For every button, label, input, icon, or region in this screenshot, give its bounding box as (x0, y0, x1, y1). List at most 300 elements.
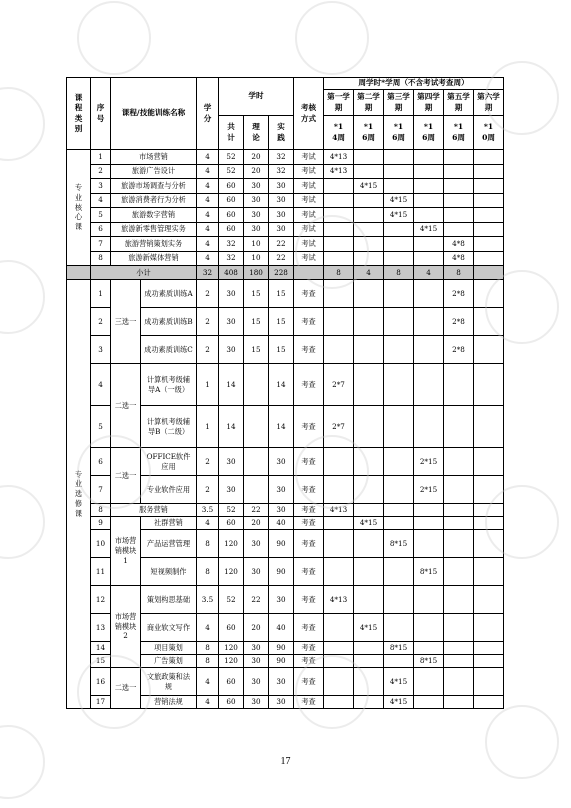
term-hours (414, 164, 444, 179)
exam-method: 考查 (294, 558, 324, 586)
course-name: 旅游数字营销 (111, 208, 197, 223)
row-number: 3 (91, 179, 111, 194)
term-hours (414, 530, 444, 558)
term-hours (324, 208, 354, 223)
hours-total: 120 (219, 655, 244, 668)
term-hours (384, 448, 414, 476)
hours-theory: 30 (244, 696, 269, 709)
row-number: 4 (91, 364, 111, 406)
term-hours (324, 179, 354, 194)
hours-total: 30 (219, 476, 244, 504)
term-hours (324, 280, 354, 308)
credit-value: 8 (197, 642, 219, 655)
term-hours (354, 558, 384, 586)
exam-method: 考查 (294, 696, 324, 709)
course-name: 旅游新零售管理实务 (111, 222, 197, 237)
course-name: 策划构思基础 (141, 586, 197, 614)
course-name: 服务营销 (111, 504, 197, 517)
term-hours (474, 179, 504, 194)
term-hours: 2*8 (444, 308, 474, 336)
term-hours: 4*8 (444, 251, 474, 266)
credit-value: 2 (197, 476, 219, 504)
term-hours (414, 668, 444, 696)
col-header-term: 第四学期 (414, 90, 444, 116)
hours-total: 30 (219, 280, 244, 308)
exam-method: 考查 (294, 280, 324, 308)
credit-value: 2 (197, 448, 219, 476)
term-hours: 4*15 (354, 614, 384, 642)
col-header-term: 第一学期 (324, 90, 354, 116)
hours-practice: 90 (269, 655, 294, 668)
hours-total: 60 (219, 179, 244, 194)
hours-theory: 20 (244, 614, 269, 642)
hours-practice: 30 (269, 222, 294, 237)
hours-theory: 22 (244, 504, 269, 517)
credit-value: 4 (197, 251, 219, 266)
hours-total: 60 (219, 222, 244, 237)
term-hours (384, 504, 414, 517)
row-number: 15 (91, 655, 111, 668)
col-header-credit: 学分 (197, 78, 219, 150)
course-name: 计算机考级辅导B（二级） (141, 406, 197, 448)
term-hours (384, 336, 414, 364)
term-hours (414, 193, 444, 208)
table-row (67, 586, 504, 614)
term-hours (414, 150, 444, 165)
hours-theory: 15 (244, 280, 269, 308)
col-header-weeks: *16周 (444, 116, 474, 150)
term-hours (354, 406, 384, 448)
hours-total: 120 (219, 558, 244, 586)
subtotal-label: 小计 (91, 266, 197, 280)
term-hours (444, 642, 474, 655)
term-hours (474, 193, 504, 208)
hours-total: 60 (219, 193, 244, 208)
term-hours: 4*15 (384, 208, 414, 223)
term-hours (324, 614, 354, 642)
term-hours (474, 222, 504, 237)
term-hours (354, 150, 384, 165)
subtotal-theory: 180 (244, 266, 269, 280)
col-header-hours: 学时 (219, 78, 294, 116)
exam-method: 考查 (294, 530, 324, 558)
hours-practice: 32 (269, 164, 294, 179)
hours-theory: 30 (244, 193, 269, 208)
hours-practice: 30 (269, 193, 294, 208)
hours-total: 60 (219, 208, 244, 223)
watermark-seal (0, 260, 45, 334)
term-hours (444, 504, 474, 517)
hours-practice: 15 (269, 308, 294, 336)
table-row (67, 164, 504, 179)
course-name: 社群营销 (141, 517, 197, 530)
table-cell (67, 266, 91, 280)
col-header-seq: 序号 (91, 78, 111, 150)
hours-practice: 90 (269, 558, 294, 586)
row-number: 6 (91, 222, 111, 237)
watermark-seal (0, 485, 45, 559)
watermark-seal (295, 1, 369, 75)
row-number: 10 (91, 530, 111, 558)
term-hours (384, 586, 414, 614)
table-row (67, 150, 504, 165)
term-hours (444, 586, 474, 614)
credit-value: 8 (197, 655, 219, 668)
subtotal-term: 4 (414, 266, 444, 280)
row-number: 1 (91, 150, 111, 165)
term-hours (414, 696, 444, 709)
table-row (67, 448, 504, 476)
term-hours (324, 193, 354, 208)
term-hours (444, 655, 474, 668)
hours-theory: 20 (244, 150, 269, 165)
row-number: 9 (91, 517, 111, 530)
hours-practice: 32 (269, 150, 294, 165)
hours-practice: 30 (269, 448, 294, 476)
credit-value: 4 (197, 164, 219, 179)
page-number: 17 (280, 756, 291, 767)
table-row (67, 504, 504, 517)
category-elective: 专业选修课 (67, 280, 91, 709)
exam-method: 考查 (294, 655, 324, 668)
term-hours (414, 614, 444, 642)
hours-theory: 30 (244, 179, 269, 194)
term-hours (474, 558, 504, 586)
term-hours: 2*8 (444, 280, 474, 308)
exam-method: 考查 (294, 364, 324, 406)
hours-theory: 10 (244, 237, 269, 252)
exam-method: 考查 (294, 336, 324, 364)
credit-value: 2 (197, 336, 219, 364)
exam-method: 考试 (294, 222, 324, 237)
term-hours: 2*15 (414, 476, 444, 504)
credit-value: 4 (197, 614, 219, 642)
term-hours (324, 336, 354, 364)
term-hours (474, 476, 504, 504)
term-hours (414, 179, 444, 194)
exam-method: 考试 (294, 251, 324, 266)
exam-method: 考查 (294, 406, 324, 448)
course-name: 旅游营销策划实务 (111, 237, 197, 252)
row-number: 17 (91, 696, 111, 709)
term-hours (354, 696, 384, 709)
row-number: 6 (91, 448, 111, 476)
term-hours: 2*15 (414, 448, 444, 476)
term-hours (324, 655, 354, 668)
credit-value: 2 (197, 308, 219, 336)
elective-group: 二选一 (111, 448, 141, 504)
exam-method: 考查 (294, 476, 324, 504)
hours-theory: 30 (244, 668, 269, 696)
term-hours (444, 530, 474, 558)
term-hours (474, 308, 504, 336)
course-name: 成功素质训练C (141, 336, 197, 364)
hours-total: 60 (219, 614, 244, 642)
hours-theory: 15 (244, 336, 269, 364)
hours-theory: 30 (244, 222, 269, 237)
term-hours (384, 251, 414, 266)
term-hours (384, 517, 414, 530)
row-number: 13 (91, 614, 111, 642)
row-number: 7 (91, 237, 111, 252)
exam-method: 考查 (294, 517, 324, 530)
term-hours (474, 448, 504, 476)
term-hours (474, 251, 504, 266)
credit-value: 1 (197, 406, 219, 448)
exam-method: 考试 (294, 193, 324, 208)
term-hours (474, 668, 504, 696)
hours-total: 60 (219, 517, 244, 530)
term-hours (324, 558, 354, 586)
subtotal-term: 8 (324, 266, 354, 280)
hours-practice: 90 (269, 642, 294, 655)
row-number: 16 (91, 668, 111, 696)
term-hours (474, 530, 504, 558)
term-hours (444, 406, 474, 448)
course-name: 计算机考级辅导A（一级） (141, 364, 197, 406)
hours-practice: 90 (269, 530, 294, 558)
course-name: 专业软件应用 (141, 476, 197, 504)
course-name: 商业软文写作 (141, 614, 197, 642)
hours-practice: 30 (269, 586, 294, 614)
term-hours (384, 364, 414, 406)
term-hours (384, 614, 414, 642)
elective-group: 二选一 (111, 364, 141, 448)
hours-theory: 30 (244, 208, 269, 223)
category-core: 专业核心课 (67, 150, 91, 266)
hours-theory: 20 (244, 517, 269, 530)
term-hours (384, 558, 414, 586)
hours-total: 14 (219, 364, 244, 406)
row-number: 7 (91, 476, 111, 504)
term-hours (474, 586, 504, 614)
term-hours: 2*8 (444, 336, 474, 364)
exam-method: 考查 (294, 642, 324, 655)
term-hours (354, 642, 384, 655)
credit-value: 4 (197, 696, 219, 709)
hours-total: 32 (219, 237, 244, 252)
term-hours (444, 558, 474, 586)
term-hours (324, 251, 354, 266)
col-header-weeks: *16周 (414, 116, 444, 150)
watermark-seal (77, 1, 151, 75)
subtotal-credit: 32 (197, 266, 219, 280)
hours-theory: 22 (244, 586, 269, 614)
subtotal-term: 4 (354, 266, 384, 280)
exam-method: 考试 (294, 208, 324, 223)
hours-total: 60 (219, 668, 244, 696)
term-hours (384, 476, 414, 504)
hours-theory: 15 (244, 308, 269, 336)
term-hours (444, 668, 474, 696)
exam-method: 考试 (294, 179, 324, 194)
term-hours (354, 308, 384, 336)
term-hours (444, 614, 474, 642)
term-hours (354, 208, 384, 223)
hours-total: 30 (219, 448, 244, 476)
term-hours (444, 193, 474, 208)
elective-group: 市场营销模块2 (111, 586, 141, 668)
hours-theory: 30 (244, 558, 269, 586)
elective-group: 市场营销模块1 (111, 517, 141, 586)
subtotal-practice: 228 (269, 266, 294, 280)
credit-value: 8 (197, 558, 219, 586)
col-header-weeks: *14周 (324, 116, 354, 150)
hours-total: 52 (219, 504, 244, 517)
hours-theory: 30 (244, 655, 269, 668)
term-hours (444, 517, 474, 530)
hours-total: 30 (219, 308, 244, 336)
exam-method: 考试 (294, 237, 324, 252)
term-hours: 8*15 (384, 642, 414, 655)
exam-method: 考查 (294, 586, 324, 614)
term-hours: 4*15 (414, 222, 444, 237)
hours-practice: 30 (269, 179, 294, 194)
elective-group: 二选一 (111, 668, 141, 709)
exam-method: 考查 (294, 504, 324, 517)
term-hours: 4*8 (444, 237, 474, 252)
term-hours (324, 237, 354, 252)
course-name: 广告策划 (141, 655, 197, 668)
course-name: OFFICE软件应用 (141, 448, 197, 476)
credit-value: 1 (197, 364, 219, 406)
col-header-exam: 考核方式 (294, 78, 324, 150)
row-number: 12 (91, 586, 111, 614)
course-name: 旅游市场调查与分析 (111, 179, 197, 194)
term-hours: 2*7 (324, 406, 354, 448)
credit-value: 3.5 (197, 504, 219, 517)
hours-practice: 22 (269, 237, 294, 252)
col-header-theory: 理论 (244, 116, 269, 150)
col-header-term: 第三学期 (384, 90, 414, 116)
subtotal-term (474, 266, 504, 280)
term-hours: 4*13 (324, 164, 354, 179)
hours-practice: 22 (269, 251, 294, 266)
hours-practice: 40 (269, 614, 294, 642)
exam-method: 考查 (294, 448, 324, 476)
col-header-weeks: *16周 (354, 116, 384, 150)
term-hours (384, 308, 414, 336)
hours-practice: 15 (269, 336, 294, 364)
row-number: 14 (91, 642, 111, 655)
col-header-weeks: *16周 (384, 116, 414, 150)
term-hours (354, 193, 384, 208)
term-hours (414, 336, 444, 364)
credit-value: 4 (197, 222, 219, 237)
term-hours (354, 280, 384, 308)
hours-practice: 15 (269, 280, 294, 308)
exam-method: 考查 (294, 614, 324, 642)
row-number: 8 (91, 251, 111, 266)
course-name: 旅游新媒体营销 (111, 251, 197, 266)
col-header-term: 第五学期 (444, 90, 474, 116)
term-hours (474, 655, 504, 668)
term-hours: 8*15 (414, 655, 444, 668)
credit-value: 8 (197, 530, 219, 558)
credit-value: 4 (197, 668, 219, 696)
table-row (67, 668, 504, 696)
row-number: 11 (91, 558, 111, 586)
exam-method: 考查 (294, 308, 324, 336)
course-name: 文旅政策和法规 (141, 668, 197, 696)
row-number: 5 (91, 208, 111, 223)
table-row (67, 193, 504, 208)
credit-value: 4 (197, 150, 219, 165)
hours-theory: 30 (244, 642, 269, 655)
term-hours (324, 308, 354, 336)
term-hours (414, 504, 444, 517)
credit-value: 4 (197, 237, 219, 252)
row-number: 5 (91, 406, 111, 448)
term-hours (354, 222, 384, 237)
hours-total: 14 (219, 406, 244, 448)
term-hours: 4*15 (384, 696, 414, 709)
table-row (67, 364, 504, 406)
hours-theory: 10 (244, 251, 269, 266)
credit-value: 4 (197, 517, 219, 530)
term-hours (324, 668, 354, 696)
col-header-category: 课程类别 (67, 78, 91, 150)
course-name: 产品运营管理 (141, 530, 197, 558)
hours-theory: 20 (244, 164, 269, 179)
table-row (67, 266, 504, 280)
hours-practice: 14 (269, 364, 294, 406)
row-number: 4 (91, 193, 111, 208)
credit-value: 4 (197, 193, 219, 208)
credit-value: 4 (197, 208, 219, 223)
term-hours (474, 364, 504, 406)
term-hours (354, 530, 384, 558)
term-hours (354, 668, 384, 696)
term-hours (414, 251, 444, 266)
hours-practice: 40 (269, 517, 294, 530)
row-number: 1 (91, 280, 111, 308)
table-row (67, 280, 504, 308)
subtotal-term: 8 (444, 266, 474, 280)
term-hours (444, 364, 474, 406)
term-hours (324, 476, 354, 504)
term-hours (414, 364, 444, 406)
hours-theory (244, 476, 269, 504)
term-hours (444, 696, 474, 709)
term-hours (474, 504, 504, 517)
term-hours (444, 164, 474, 179)
hours-practice: 30 (269, 504, 294, 517)
watermark-seal (0, 87, 45, 161)
hours-theory (244, 448, 269, 476)
term-hours (354, 251, 384, 266)
course-name: 短视频制作 (141, 558, 197, 586)
col-header-total: 共计 (219, 116, 244, 150)
term-hours: 8*15 (414, 558, 444, 586)
table-row (67, 251, 504, 266)
hours-total: 52 (219, 150, 244, 165)
term-hours: 8*15 (384, 530, 414, 558)
hours-total: 120 (219, 642, 244, 655)
col-header-term: 第六学期 (474, 90, 504, 116)
term-hours (354, 586, 384, 614)
course-name: 旅游广告设计 (111, 164, 197, 179)
col-header-name: 课程/技能训练名称 (111, 78, 197, 150)
term-hours: 4*13 (324, 150, 354, 165)
table-row (67, 78, 504, 90)
exam-method: 考试 (294, 164, 324, 179)
term-hours (384, 237, 414, 252)
term-hours (414, 208, 444, 223)
credit-value: 3.5 (197, 586, 219, 614)
table-row (67, 222, 504, 237)
term-hours (444, 179, 474, 194)
